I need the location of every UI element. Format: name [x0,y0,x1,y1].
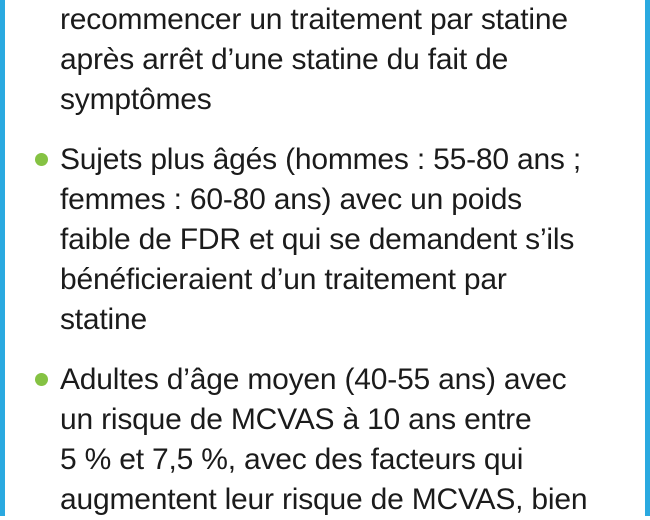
text-content [60,0,633,520]
text-line: 5 % et 7,5 %, avec des facteurs qui [60,443,524,476]
bullet-icon [35,373,48,386]
paragraph-bullet-item [60,140,633,340]
text-line: après arrêt d’une statine du fait de [60,43,509,76]
text-line: bénéficieraient d’un traitement par [60,263,507,296]
bullet-icon [35,153,48,166]
text-line: Adultes d’âge moyen (40-55 ans) avec [60,363,567,396]
text-line: recommencer un traitement par statine [60,3,568,36]
text-line: femmes : 60-80 ans) avec un poids [60,183,522,216]
text-line: statine [60,303,147,336]
text-line: augmentent leur risque de MCVAS, bien [60,483,588,516]
paragraph-continuation [60,0,633,120]
text-line: faible de FDR et qui se demandent s’ils [60,223,575,256]
text-line: un risque de MCVAS à 10 ans entre [60,403,532,436]
paragraph-bullet-item [60,360,633,520]
text-line: symptômes [60,83,212,116]
text-line: Sujets plus âgés (hommes : 55-80 ans ; [60,143,582,176]
